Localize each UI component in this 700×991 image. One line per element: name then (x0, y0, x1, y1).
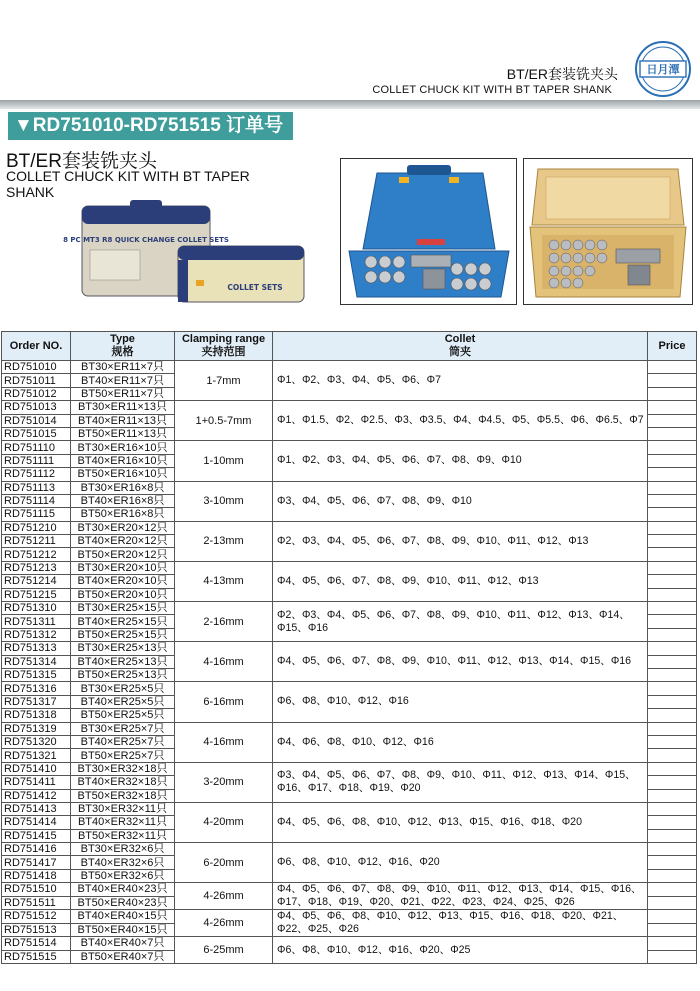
order-number-cell: RD751113 (2, 481, 71, 494)
collet-sizes-cell: Φ1、Φ1.5、Φ2、Φ2.5、Φ3、Φ3.5、Φ4、Φ4.5、Φ5、Φ5.5、Φ6、Φ6.5、Φ7 (273, 401, 648, 441)
type-cell: BT40×ER40×7只 (71, 937, 175, 950)
price-cell (648, 856, 697, 869)
type-cell: BT30×ER32×6只 (71, 843, 175, 856)
product-title-zh: BT/ER套装铣夹头 (6, 151, 157, 172)
order-number-cell: RD751316 (2, 682, 71, 695)
order-number-cell: RD751515 (2, 950, 71, 963)
order-number-cell: RD751214 (2, 575, 71, 588)
table-row (2, 937, 697, 950)
type-cell: BT40×ER20×10只 (71, 575, 175, 588)
order-number-cell: RD751212 (2, 548, 71, 561)
order-number-cell: RD751114 (2, 494, 71, 507)
order-number-cell: RD751115 (2, 508, 71, 521)
type-cell: BT50×ER20×10只 (71, 588, 175, 601)
type-cell: BT40×ER32×18只 (71, 776, 175, 789)
box-label-1: 8 PC MT3 R8 QUICK CHANGE COLLET SETS (63, 236, 229, 244)
table-row (2, 481, 697, 494)
type-cell: BT30×ER25×7只 (71, 722, 175, 735)
type-cell: BT50×ER25×5只 (71, 709, 175, 722)
price-cell (648, 776, 697, 789)
price-cell (648, 937, 697, 950)
table-row (2, 843, 697, 856)
price-cell (648, 414, 697, 427)
collet-sizes-cell: Φ3、Φ4、Φ5、Φ6、Φ7、Φ8、Φ9、Φ10、Φ11、Φ12、Φ13、Φ14、Φ15、Φ16、Φ17、Φ18、Φ19、Φ20 (273, 762, 648, 802)
order-number-cell: RD751011 (2, 374, 71, 387)
header-collet: Collet 筒夹 (273, 332, 648, 361)
type-cell: BT30×ER11×13只 (71, 401, 175, 414)
price-cell (648, 802, 697, 815)
price-cell (648, 668, 697, 681)
clamp-range-cell: 4-13mm (175, 561, 273, 601)
type-cell: BT50×ER11×13只 (71, 427, 175, 440)
collet-sizes-cell: Φ3、Φ4、Φ5、Φ6、Φ7、Φ8、Φ9、Φ10 (273, 481, 648, 521)
table-row (2, 762, 697, 775)
order-number-cell: RD751514 (2, 937, 71, 950)
price-cell (648, 454, 697, 467)
price-cell (648, 642, 697, 655)
price-cell (648, 481, 697, 494)
table-row (2, 722, 697, 735)
price-cell (648, 508, 697, 521)
type-cell: BT40×ER25×13只 (71, 655, 175, 668)
order-number-cell: RD751417 (2, 856, 71, 869)
collet-sizes-cell: Φ6、Φ8、Φ10、Φ12、Φ16 (273, 682, 648, 722)
price-cell (648, 535, 697, 548)
order-number-cell: RD751012 (2, 387, 71, 400)
clamp-range-cell: 6-25mm (175, 937, 273, 964)
type-cell: BT40×ER16×8只 (71, 494, 175, 507)
order-number-cell: RD751414 (2, 816, 71, 829)
price-cell (648, 628, 697, 641)
price-cell (648, 588, 697, 601)
type-cell: BT40×ER16×10只 (71, 454, 175, 467)
order-number-cell: RD751416 (2, 843, 71, 856)
collet-sizes-cell: Φ1、Φ2、Φ3、Φ4、Φ5、Φ6、Φ7、Φ8、Φ9、Φ10 (273, 441, 648, 481)
type-cell: BT50×ER32×6只 (71, 869, 175, 882)
price-cell (648, 575, 697, 588)
type-cell: BT30×ER16×10只 (71, 441, 175, 454)
clamp-range-cell: 3-10mm (175, 481, 273, 521)
type-cell: BT30×ER25×5只 (71, 682, 175, 695)
price-cell (648, 735, 697, 748)
type-cell: BT50×ER40×7只 (71, 950, 175, 963)
order-number-cell: RD751211 (2, 535, 71, 548)
table-row (2, 441, 697, 454)
price-cell (648, 427, 697, 440)
type-cell: BT40×ER40×23只 (71, 883, 175, 897)
price-cell (648, 896, 697, 910)
price-cell (648, 521, 697, 534)
type-cell: BT30×ER20×10只 (71, 561, 175, 574)
order-number-cell: RD751312 (2, 628, 71, 641)
table-row (2, 642, 697, 655)
type-cell: BT30×ER32×18只 (71, 762, 175, 775)
price-cell (648, 682, 697, 695)
price-cell (648, 816, 697, 829)
order-number-cell: RD751112 (2, 468, 71, 481)
clamp-range-cell: 6-20mm (175, 843, 273, 883)
table-header-row (2, 332, 697, 361)
price-cell (648, 655, 697, 668)
order-number-cell: RD751319 (2, 722, 71, 735)
order-number-cell: RD751315 (2, 668, 71, 681)
header-type: Type 规格 (71, 332, 175, 361)
order-number-cell: RD751111 (2, 454, 71, 467)
type-cell: BT40×ER32×11只 (71, 816, 175, 829)
type-cell: BT40×ER25×15只 (71, 615, 175, 628)
clamp-range-cell: 4-16mm (175, 722, 273, 762)
order-number-cell: RD751014 (2, 414, 71, 427)
header-band (0, 100, 700, 109)
brand-logo (634, 40, 692, 98)
price-cell (648, 387, 697, 400)
collet-sizes-cell: Φ4、Φ6、Φ8、Φ10、Φ12、Φ16 (273, 722, 648, 762)
order-number-cell: RD751321 (2, 749, 71, 762)
clamp-range-cell: 3-20mm (175, 762, 273, 802)
order-number-cell: RD751513 (2, 923, 71, 937)
collet-sizes-cell: Φ4、Φ5、Φ6、Φ8、Φ10、Φ12、Φ13、Φ15、Φ16、Φ18、Φ20、Φ21、Φ22、Φ25、Φ26 (273, 910, 648, 937)
price-cell (648, 374, 697, 387)
order-number-cell: RD751310 (2, 602, 71, 615)
type-cell: BT30×ER11×7只 (71, 361, 175, 374)
order-number-cell: RD751313 (2, 642, 71, 655)
header-title-zh: BT/ER套装铣夹头 (506, 66, 618, 82)
type-cell: BT30×ER32×11只 (71, 802, 175, 815)
type-cell: BT40×ER20×12只 (71, 535, 175, 548)
header-clamp: Clamping range 夹持范围 (175, 332, 273, 361)
order-number-cell: RD751320 (2, 735, 71, 748)
header-price: Price (648, 332, 697, 361)
collet-kit-table (1, 331, 697, 964)
table-row (2, 561, 697, 574)
header-order: Order NO. (2, 332, 71, 361)
collet-sizes-cell: Φ6、Φ8、Φ10、Φ12、Φ16、Φ20 (273, 843, 648, 883)
collet-sizes-cell: Φ2、Φ3、Φ4、Φ5、Φ6、Φ7、Φ8、Φ9、Φ10、Φ11、Φ12、Φ13、Φ14、Φ15、Φ16 (273, 602, 648, 642)
clamp-range-cell: 1+0.5-7mm (175, 401, 273, 441)
collet-sizes-cell: Φ4、Φ5、Φ6、Φ8、Φ10、Φ12、Φ13、Φ15、Φ16、Φ18、Φ20 (273, 802, 648, 842)
price-cell (648, 843, 697, 856)
order-number-cell: RD751510 (2, 883, 71, 897)
order-number-cell: RD751317 (2, 695, 71, 708)
order-number-cell: RD751215 (2, 588, 71, 601)
price-cell (648, 401, 697, 414)
order-number-cell: RD751418 (2, 869, 71, 882)
price-cell (648, 361, 697, 374)
logo-text: 日月潭 (646, 63, 680, 76)
collet-sizes-cell: Φ4、Φ5、Φ6、Φ7、Φ8、Φ9、Φ10、Φ11、Φ12、Φ13、Φ14、Φ15、Φ16 (273, 642, 648, 682)
price-cell (648, 548, 697, 561)
product-title-en: COLLET CHUCK KIT WITH BT TAPER SHANK (6, 168, 250, 200)
table-row (2, 802, 697, 815)
price-cell (648, 468, 697, 481)
price-cell (648, 749, 697, 762)
order-number-cell: RD751015 (2, 427, 71, 440)
collet-sizes-cell: Φ4、Φ5、Φ6、Φ7、Φ8、Φ9、Φ10、Φ11、Φ12、Φ13 (273, 561, 648, 601)
type-cell: BT50×ER11×7只 (71, 387, 175, 400)
price-cell (648, 789, 697, 802)
collet-sizes-cell: Φ6、Φ8、Φ10、Φ12、Φ16、Φ20、Φ25 (273, 937, 648, 964)
order-number-cell: RD751013 (2, 401, 71, 414)
clamp-range-cell: 2-16mm (175, 602, 273, 642)
order-number-cell: RD751512 (2, 910, 71, 924)
collet-sizes-cell: Φ4、Φ5、Φ6、Φ7、Φ8、Φ9、Φ10、Φ11、Φ12、Φ13、Φ14、Φ15、Φ16、Φ17、Φ18、Φ19、Φ20、Φ21、Φ22、Φ23、Φ24、Φ25、Φ26 (273, 883, 648, 910)
price-cell (648, 883, 697, 897)
price-cell (648, 910, 697, 924)
header-title-en: COLLET CHUCK KIT WITH BT TAPER SHANK (372, 84, 612, 96)
blue-case-photo (340, 158, 517, 305)
order-number-cell: RD751210 (2, 521, 71, 534)
type-cell: BT50×ER20×12只 (71, 548, 175, 561)
price-cell (648, 695, 697, 708)
table-body (2, 361, 697, 964)
type-cell: BT50×ER25×7只 (71, 749, 175, 762)
type-cell: BT40×ER25×7只 (71, 735, 175, 748)
order-number-cell: RD751311 (2, 615, 71, 628)
table-row (2, 401, 697, 414)
type-cell: BT50×ER32×18只 (71, 789, 175, 802)
price-cell (648, 561, 697, 574)
order-number-cell: RD751511 (2, 896, 71, 910)
order-number-cell: RD751410 (2, 762, 71, 775)
price-cell (648, 829, 697, 842)
order-number-cell: RD751213 (2, 561, 71, 574)
order-number-cell: RD751318 (2, 709, 71, 722)
type-cell: BT50×ER25×15只 (71, 628, 175, 641)
price-cell (648, 762, 697, 775)
clamp-range-cell: 1-7mm (175, 361, 273, 401)
clamp-range-cell: 6-16mm (175, 682, 273, 722)
type-cell: BT50×ER16×8只 (71, 508, 175, 521)
type-cell: BT50×ER40×15只 (71, 923, 175, 937)
clamp-range-cell: 4-16mm (175, 642, 273, 682)
type-cell: BT50×ER40×23只 (71, 896, 175, 910)
order-number-cell: RD751110 (2, 441, 71, 454)
type-cell: BT50×ER16×10只 (71, 468, 175, 481)
price-cell (648, 923, 697, 937)
table-row (2, 602, 697, 615)
type-cell: BT30×ER16×8只 (71, 481, 175, 494)
table-row (2, 521, 697, 534)
type-cell: BT50×ER32×11只 (71, 829, 175, 842)
clamp-range-cell: 4-20mm (175, 802, 273, 842)
type-cell: BT40×ER40×15只 (71, 910, 175, 924)
order-banner: ▼RD751010-RD751515 订单号 (8, 112, 293, 140)
table-row (2, 361, 697, 374)
order-number-cell: RD751314 (2, 655, 71, 668)
type-cell: BT40×ER25×5只 (71, 695, 175, 708)
product-box-photo (63, 198, 306, 304)
type-cell: BT40×ER32×6只 (71, 856, 175, 869)
order-number-cell: RD751411 (2, 776, 71, 789)
wood-case-photo (523, 158, 693, 305)
table-row (2, 883, 697, 897)
price-cell (648, 950, 697, 963)
type-cell: BT40×ER11×13只 (71, 414, 175, 427)
type-cell: BT30×ER20×12只 (71, 521, 175, 534)
clamp-range-cell: 4-26mm (175, 883, 273, 910)
clamp-range-cell: 1-10mm (175, 441, 273, 481)
collet-sizes-cell: Φ1、Φ2、Φ3、Φ4、Φ5、Φ6、Φ7 (273, 361, 648, 401)
type-cell: BT30×ER25×15只 (71, 602, 175, 615)
price-cell (648, 722, 697, 735)
order-number-cell: RD751412 (2, 789, 71, 802)
order-number-cell: RD751415 (2, 829, 71, 842)
price-cell (648, 869, 697, 882)
price-cell (648, 494, 697, 507)
clamp-range-cell: 4-26mm (175, 910, 273, 937)
type-cell: BT40×ER11×7只 (71, 374, 175, 387)
price-cell (648, 615, 697, 628)
table-row (2, 910, 697, 924)
table-row (2, 682, 697, 695)
price-cell (648, 441, 697, 454)
price-cell (648, 709, 697, 722)
collet-sizes-cell: Φ2、Φ3、Φ4、Φ5、Φ6、Φ7、Φ8、Φ9、Φ10、Φ11、Φ12、Φ13 (273, 521, 648, 561)
order-number-cell: RD751413 (2, 802, 71, 815)
order-number-cell: RD751010 (2, 361, 71, 374)
type-cell: BT50×ER25×13只 (71, 668, 175, 681)
clamp-range-cell: 2-13mm (175, 521, 273, 561)
type-cell: BT30×ER25×13只 (71, 642, 175, 655)
box-label-2: COLLET SETS (227, 283, 283, 292)
price-cell (648, 602, 697, 615)
